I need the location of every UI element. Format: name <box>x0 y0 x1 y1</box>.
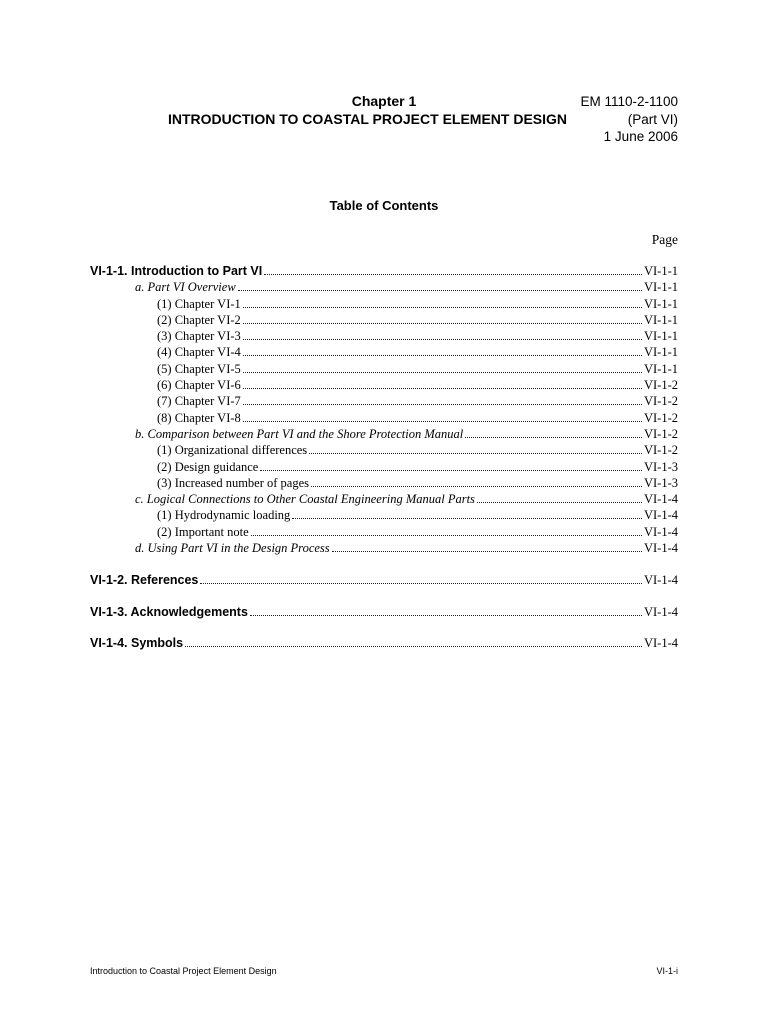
toc-entry-label: VI-1-1. Introduction to Part VI <box>90 264 263 278</box>
toc-entry-page: VI-1-4 <box>643 524 678 539</box>
toc-entry-page: VI-1-1 <box>643 296 678 311</box>
dot-leader <box>332 551 642 552</box>
toc-entry[interactable] <box>90 297 678 313</box>
toc-entry-page: VI-1-4 <box>643 508 678 523</box>
toc-entry[interactable] <box>90 605 678 621</box>
page-title: INTRODUCTION TO COASTAL PROJECT ELEMENT DESIGN <box>168 111 568 127</box>
toc-entry-page: VI-1-2 <box>643 410 678 425</box>
toc-entry-page: VI-1-3 <box>643 459 678 474</box>
toc-entry-page: VI-1-4 <box>643 636 678 651</box>
toc-entry-label: (1) Chapter VI-1 <box>157 296 241 311</box>
toc-entry[interactable] <box>90 280 678 296</box>
dot-leader <box>251 535 642 536</box>
dot-leader <box>477 502 642 503</box>
chapter-label: Chapter 1 <box>351 93 417 109</box>
toc-entry-label: (5) Chapter VI-5 <box>157 361 241 376</box>
toc-entry-label: VI-1-2. References <box>90 572 199 587</box>
toc-entry[interactable] <box>90 329 678 345</box>
dot-leader <box>311 486 642 487</box>
dot-leader <box>200 583 642 584</box>
dot-leader <box>243 355 642 356</box>
dot-leader <box>243 372 642 373</box>
toc-entry-page: VI-1-2 <box>643 394 678 409</box>
toc-entry-page: VI-1-2 <box>643 378 678 393</box>
toc-entry-page: VI-1-4 <box>643 492 678 507</box>
toc-entry[interactable] <box>90 411 678 427</box>
toc-entry-page: VI-1-1 <box>643 329 678 344</box>
toc-entry-label: (3) Increased number of pages <box>157 475 310 490</box>
dot-leader <box>465 437 642 438</box>
toc-entry-label: (1) Hydrodynamic loading <box>157 508 291 523</box>
toc-entry[interactable] <box>90 394 678 410</box>
toc-entry[interactable] <box>90 541 678 557</box>
dot-leader <box>309 453 642 454</box>
toc-entry-page: VI-1-1 <box>643 280 678 295</box>
toc-entry-label: (8) Chapter VI-8 <box>157 410 241 425</box>
toc-entry-label: (6) Chapter VI-6 <box>157 378 241 393</box>
toc-entry[interactable] <box>90 362 678 378</box>
dot-leader <box>243 404 642 405</box>
toc-entry-label: (7) Chapter VI-7 <box>157 394 241 409</box>
toc-entry-label: b. Comparison between Part VI and the Shore Protection Manual <box>135 426 464 441</box>
dot-leader <box>243 388 642 389</box>
toc-entry[interactable] <box>90 476 678 492</box>
toc-entry[interactable] <box>90 345 678 361</box>
dot-leader <box>243 323 642 324</box>
dot-leader <box>250 615 642 616</box>
toc-entry-page: VI-1-1 <box>643 264 678 278</box>
toc-entry-page: VI-1-4 <box>643 604 678 619</box>
toc-entry-page: VI-1-1 <box>643 361 678 376</box>
toc-entry[interactable] <box>90 508 678 524</box>
toc-entry-label: c. Logical Connections to Other Coastal Engineering Manual Parts <box>135 492 475 507</box>
toc-entry-page: VI-1-3 <box>643 475 678 490</box>
part-label: (Part VI) <box>627 112 678 127</box>
em-number: EM 1110-2-1100 <box>580 94 678 109</box>
toc-entry[interactable] <box>90 378 678 394</box>
toc-entry-label: (4) Chapter VI-4 <box>157 345 241 360</box>
toc-entry-label: (2) Chapter VI-2 <box>157 312 241 327</box>
footer-page-number: VI-1-i <box>656 966 678 976</box>
dot-leader <box>238 290 642 291</box>
footer-title: Introduction to Coastal Project Element Design <box>90 966 277 976</box>
toc-entry[interactable] <box>90 264 678 280</box>
dot-leader <box>264 274 642 275</box>
toc-entry-page: VI-1-2 <box>643 443 678 458</box>
toc-entry[interactable] <box>90 313 678 329</box>
toc-entry-page: VI-1-1 <box>643 345 678 360</box>
toc-entry-label: d. Using Part VI in the Design Process <box>135 541 330 556</box>
toc-entry[interactable] <box>90 573 678 589</box>
toc-entry[interactable] <box>90 443 678 459</box>
toc-entry[interactable] <box>90 427 678 443</box>
dot-leader <box>243 307 642 308</box>
dot-leader <box>185 646 642 647</box>
toc-entry-label: (2) Important note <box>157 524 249 539</box>
toc-title: Table of Contents <box>329 198 439 213</box>
page-column-label: Page <box>651 232 678 247</box>
toc-entry-label: (2) Design guidance <box>157 459 259 474</box>
toc-entry[interactable] <box>90 636 678 652</box>
toc-entry-label: a. Part VI Overview <box>135 280 236 295</box>
dot-leader <box>292 518 642 519</box>
dot-leader <box>260 470 642 471</box>
toc-entry-page: VI-1-4 <box>643 572 678 587</box>
toc-entry[interactable] <box>90 460 678 476</box>
toc-entry-label: (1) Organizational differences <box>157 443 308 458</box>
dot-leader <box>243 421 642 422</box>
dot-leader <box>243 339 642 340</box>
toc-entry-page: VI-1-2 <box>643 426 678 441</box>
toc-entry-label: (3) Chapter VI-3 <box>157 329 241 344</box>
toc-entry[interactable] <box>90 492 678 508</box>
document-date: 1 June 2006 <box>603 129 678 144</box>
table-of-contents <box>90 264 678 653</box>
toc-entry-label: VI-1-3. Acknowledgements <box>90 604 248 619</box>
toc-entry-page: VI-1-4 <box>643 541 678 556</box>
toc-entry-label: VI-1-4. Symbols <box>90 636 184 651</box>
toc-entry[interactable] <box>90 525 678 541</box>
toc-entry-page: VI-1-1 <box>643 312 678 327</box>
